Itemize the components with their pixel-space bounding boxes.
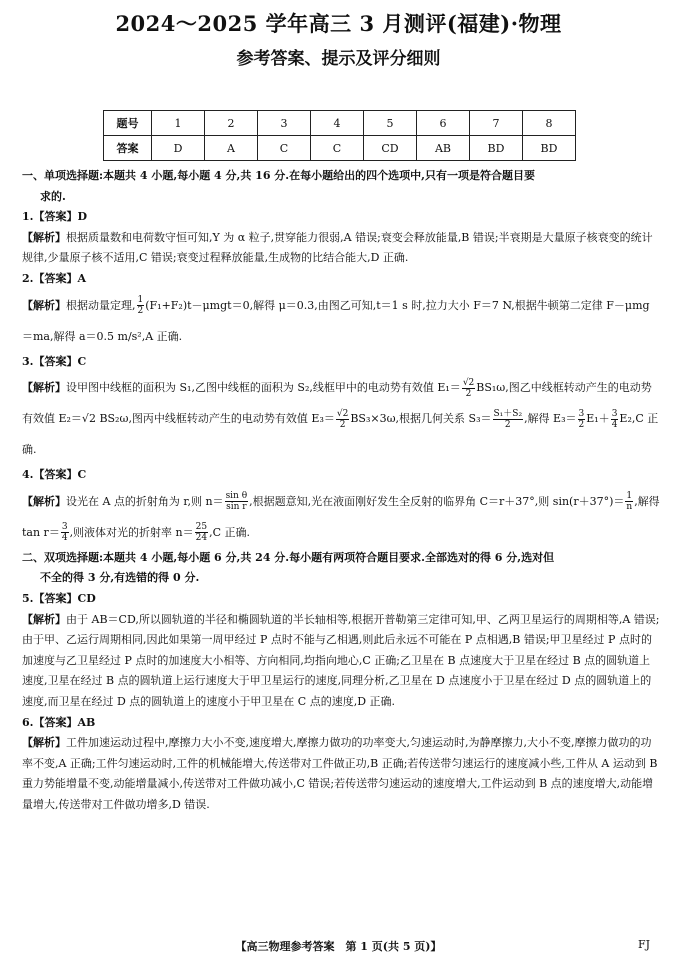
answer-table-answer-row [104,136,576,161]
question-number: 7 [470,111,523,136]
explanation-text: ,根据题意知,光在液面刚好发生全反射的临界角 C＝r＋37°,则 sin(r＋37°)＝ [249,494,625,508]
fraction-numerator: 1 [137,295,144,306]
explanation-text: 设光在 A 点的折射角为 r,则 n＝ [66,494,224,508]
fraction-denominator: 4 [61,533,68,544]
fraction [137,295,145,316]
fraction-numerator: √2 [462,377,475,388]
answer-cell: CD [364,136,417,161]
question-explanation [22,228,660,269]
explanation-text: 根据质量数和电荷数守恒可知,Y 为 α 粒子,贯穿能力很弱,A 错误;衰变会释放能量,B 错误;半衰期是大量原子核衰变的统计规律,少量原子核不适用,C 错误;衰变过程释放能量,生成物的比结合能大,D 正确. [22,230,653,265]
fraction-numerator: 1 [626,491,633,502]
fraction-numerator: 3 [611,408,618,419]
question-number: 4 [311,111,364,136]
question-number: 2 [205,111,258,136]
answer-table-number-row [104,111,576,136]
fraction-denominator: 2 [339,419,346,430]
section-heading-line: 求的. [40,189,66,203]
answer-cell: C [311,136,364,161]
fraction-denominator: n [626,502,633,513]
page-subtitle: 参考答案、提示及评分细则 [236,49,441,69]
question-4 [22,465,660,548]
explanation-label: 【解析】 [22,381,66,395]
question-answer-heading: 2.【答案】A [22,271,87,285]
answer-cell: C [258,136,311,161]
fraction-denominator: 2 [578,419,585,430]
fraction-denominator: 24 [195,533,208,544]
answer-cell: D [152,136,205,161]
fraction [195,522,208,543]
explanation-text: BS₁ω,图乙中线框转动产生的电动势有效值 E₂＝√2 BS₂ω,图丙中线框转动产生的电动势有效值 E₃＝ [22,381,652,426]
question-number: 1 [152,111,205,136]
answer-cell: AB [417,136,470,161]
explanation-text: ,则液体对光的折射率 n＝ [69,525,194,539]
fraction [225,491,249,512]
fraction-denominator: 2 [504,419,511,430]
question-6 [22,713,660,816]
fraction [462,378,475,399]
section-heading-single-choice [22,166,660,207]
fraction-numerator: √2 [336,408,349,419]
question-answer-heading: 1.【答案】D [22,210,88,224]
question-explanation [22,610,660,713]
question-explanation [22,290,660,352]
fraction-numerator: 25 [195,522,208,533]
answer-cell: BD [470,136,523,161]
page-footer: 【高三物理参考答案 第 1 页(共 5 页)】 [235,940,442,953]
answer-table [103,110,576,161]
explanation-label: 【解析】 [22,298,66,312]
question-explanation [22,733,660,815]
answer-cell: A [205,136,258,161]
question-explanation [22,372,660,465]
fraction [611,409,619,430]
region-code: FJ [638,938,651,951]
section-heading-double-choice [22,548,660,589]
explanation-label: 【解析】 [22,230,66,244]
fraction [625,491,633,512]
explanation-text: 设甲图中线框的面积为 S₁,乙图中线框的面积为 S₂,线框甲中的电动势有效值 E₁＝ [66,381,461,395]
question-number: 8 [523,111,576,136]
question-number: 3 [258,111,311,136]
section-heading-line: 一、单项选择题:本题共 4 小题,每小题 4 分,共 16 分.在每小题给出的四个选项中,只有一项是符合题目要 [22,169,535,182]
question-answer-heading: 4.【答案】C [22,468,87,482]
fraction-numerator: sin θ [225,491,248,502]
explanation-text: BS₃×3ω,根据几何关系 S₃＝ [350,412,492,426]
explanation-text: E₁＋ [586,412,610,426]
fraction-numerator: 3 [578,408,585,419]
explanation-text: E₂,C 正确. [22,412,659,457]
explanation-text: 工件加速运动过程中,摩擦力大小不变,速度增大,摩擦力做功的功率变大,匀速运动时,为静摩擦力,大小不变,摩擦力做功的功率不变,A 正确;工件匀速运动时,工件的机械能增大,传送带对工件做正功,B 正确;若传送带匀速运行的速度减小些,工件从 A 运动到 B 重力势能增量不变,动能增量减小,传送带对工件做功减小,C 错误;若传送带匀速运动的速度增大,工件运动到 B 点的速度增大,动能增量增大,传送带对工件做功增多,D 错误. [22,736,658,811]
explanation-label: 【解析】 [22,736,66,750]
section-heading-line: 二、双项选择题:本题共 4 小题,每小题 6 分,共 24 分.每小题有两项符合题目要求.全部选对的得 6 分,选对但 [22,550,555,564]
explanation-label: 【解析】 [22,494,66,508]
fraction [61,522,69,543]
fraction-numerator: 3 [61,522,68,533]
fraction-denominator: 4 [611,419,618,430]
explanation-text: (F₁+F₂)t－μmgt＝0,解得 μ＝0.3,由图乙可知,t＝1 s 时,拉力大小 F＝7 N,根据牛顿第二定律 F－μmg＝ma,解得 a＝0.5 m/s²,A 正确. [22,298,650,343]
explanation-text: ,C 正确. [209,525,250,539]
explanation-text: 由于 AB＝CD,所以圆轨道的半径和椭圆轨道的半长轴相等,根据开普勒第三定律可知,甲、乙两卫星运行的周期相等,A 错误;由于甲、乙运行周期相同,因此如果第一周甲经过 P 点时不能与乙相遇,则此后永远不可能在 P 点相遇,B 错误;甲卫星经过 P 点时的加速度与乙卫星经过 P 点时的加速度大小相等、方向相同,均指向地心,C 正确;乙卫星在 B 点速度大于卫星在经过 B 点的圆轨道上速度,卫星在经过 B 点的圆轨道上运行速度大于甲卫星运行的速度,同理分析,乙卫星在 D 点速度小于卫星在经过 D 点的圆轨道上的速度,而卫星在经过 D 点的圆轨道上的速度小于甲卫星在 C 点的速度,D 正确. [22,612,660,708]
fraction [578,409,586,430]
fraction-denominator: 2 [465,388,472,399]
explanation-label: 【解析】 [22,612,66,626]
explanation-text: ,解得 tan r＝ [22,494,660,539]
fraction-denominator: sin r [226,502,247,513]
fraction-numerator: S₁＋S₂ [493,408,523,419]
explanation-text: ,解得 E₃＝ [524,412,577,426]
question-number: 6 [417,111,470,136]
fraction [336,409,349,430]
question-explanation [22,486,660,548]
answer-cell: BD [523,136,576,161]
section-heading-line: 不全的得 3 分,有选错的得 0 分. [40,571,200,585]
row-label-answer: 答案 [104,136,152,161]
question-3 [22,352,660,466]
page-title: 2024～2025 学年高三 3 月测评(福建)·物理 [115,11,562,36]
fraction [493,409,524,430]
solutions-body [22,166,660,815]
question-number: 5 [364,111,417,136]
question-1 [22,207,660,269]
question-5 [22,589,660,713]
fraction-denominator: 2 [137,306,144,317]
question-answer-heading: 3.【答案】C [22,354,87,368]
explanation-text: 根据动量定理, [66,298,136,312]
question-answer-heading: 5.【答案】CD [22,591,96,605]
row-label-number: 题号 [104,111,152,136]
question-answer-heading: 6.【答案】AB [22,715,96,729]
question-2 [22,269,660,352]
